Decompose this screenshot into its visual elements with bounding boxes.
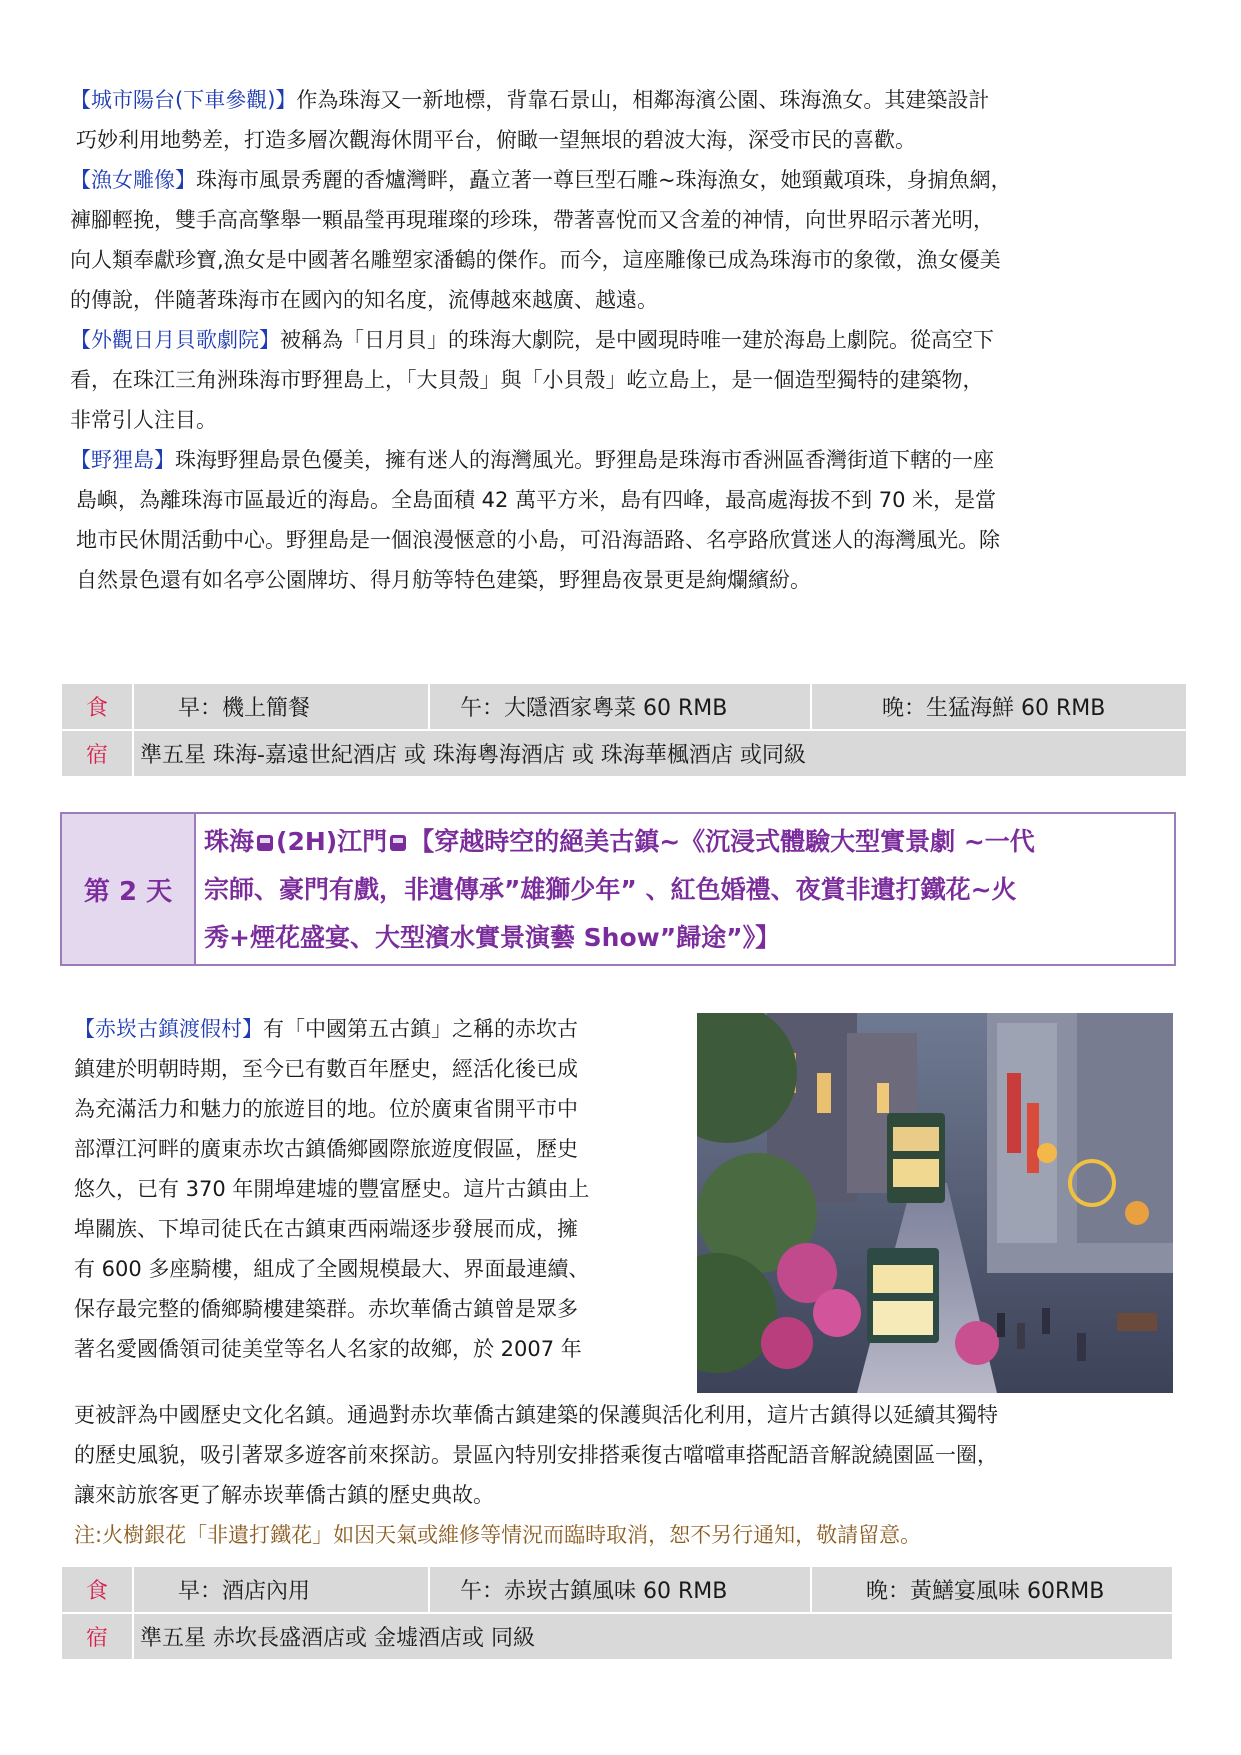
day2-line: 鎮建於明朝時期，至今已有數百年歷史，經活化後已成 [74, 1057, 578, 1081]
day2-line: 更被評為中國歷史文化名鎮。通過對赤坎華僑古鎮建築的保護與活化利用，這片古鎮得以延續其獨特 [74, 1403, 998, 1427]
lunch-cell: 午：赤崁古鎮風味 60 RMB [430, 1567, 812, 1612]
intro-line: 巧妙利用地勢差，打造多層次觀海休閒平台，俯瞰一望無垠的碧波大海，深受市民的喜歡。 [76, 128, 916, 152]
intro-line: 向人類奉獻珍寶,漁女是中國著名雕塑家潘鶴的傑作。而今，這座雕像已成為珠海市的象徵，漁女優美 [70, 248, 1001, 272]
intro-line: 非常引人注目。 [70, 408, 217, 432]
intro-line: 【漁女雕像】珠海市風景秀麗的香爐灣畔，矗立著一尊巨型石雕~珠海漁女，她頸戴項珠，身掮魚網， [70, 168, 1012, 192]
bus-icon [257, 835, 273, 851]
day2-line: 保存最完整的僑鄉騎樓建築群。赤坎華僑古鎮曾是眾多 [74, 1297, 578, 1321]
dinner-cell: 晚：生猛海鮮 60 RMB [812, 684, 1186, 729]
intro-line: 【野狸島】珠海野狸島景色優美，擁有迷人的海灣風光。野狸島是珠海市香洲區香灣街道下轄的一座 [70, 448, 994, 472]
day-label: 第 2 天 [62, 814, 196, 964]
dinner-cell: 晚：黃鱔宴風味 60RMB [812, 1567, 1172, 1612]
meal-row [62, 1567, 1172, 1612]
food-label: 食 [62, 1567, 134, 1612]
chikan-town-photo [697, 1013, 1173, 1393]
day2-note: 注:火樹銀花「非遺打鐵花」如因天氣或維修等情況而臨時取消，恕不另行通知，敬請留意。 [74, 1523, 922, 1547]
day2-meal-table [62, 1565, 1172, 1661]
stay-label: 宿 [62, 1614, 134, 1659]
intro-line: 島嶼，為離珠海市區最近的海島。全島面積 42 萬平方米，島有四峰，最高處海拔不到 70 米，是當 [76, 488, 997, 512]
intro-line: 地市民休閒活動中心。野狸島是一個浪漫愜意的小島，可沿海語路、名亭路欣賞迷人的海灣風光。除 [76, 528, 1000, 552]
intro-line: 的傳說，伴隨著珠海市在國內的知名度，流傳越來越廣、越遠。 [70, 288, 658, 312]
day2-line: 悠久，已有 370 年開埠建墟的豐富歷史。這片古鎮由上 [74, 1177, 590, 1201]
hotel-cell: 準五星 珠海-嘉遠世紀酒店 或 珠海粵海酒店 或 珠海華楓酒店 或同級 [134, 731, 1186, 776]
hotel-row [62, 731, 1186, 776]
food-label: 食 [62, 684, 134, 729]
day2-line: 埠關族、下埠司徒氏在古鎮東西兩端逐步發展而成，擁 [74, 1217, 578, 1241]
day2-text-full [74, 1395, 1182, 1555]
day1-meal-table [62, 682, 1186, 778]
hotel-row [62, 1614, 1172, 1659]
day2-text-short [74, 1009, 694, 1369]
day2-line: 部潭江河畔的廣東赤坎古鎮僑鄉國際旅遊度假區，歷史 [74, 1137, 578, 1161]
day2-header [60, 812, 1176, 966]
intro-line: 【城市陽台(下車參觀)】作為珠海又一新地標，背靠石景山，相鄰海濱公園、珠海漁女。其建築設計 [70, 88, 990, 112]
breakfast-cell: 早：酒店內用 [134, 1567, 430, 1612]
meal-row [62, 684, 1186, 729]
breakfast-cell: 早：機上簡餐 [134, 684, 430, 729]
lunch-cell: 午：大隱酒家粵菜 60 RMB [430, 684, 812, 729]
day2-line: 的歷史風貌，吸引著眾多遊客前來探訪。景區內特別安排搭乘復古噹噹車搭配語音解說繞園區一圈， [74, 1443, 998, 1467]
day2-line: 【赤崁古鎮渡假村】有「中國第五古鎮」之稱的赤坎古 [74, 1017, 578, 1041]
day2-line: 著名愛國僑領司徒美堂等名人名家的故鄉，於 2007 年 [74, 1337, 582, 1361]
intro-line: 自然景色還有如名亭公園牌坊、得月舫等特色建築，野狸島夜景更是絢爛繽紛。 [76, 568, 811, 592]
bus-icon [390, 835, 406, 851]
intro-line: 【外觀日月貝歌劇院】被稱為「日月貝」的珠海大劇院，是中國現時唯一建於海島上劇院。從高空下 [70, 328, 994, 352]
day2-line: 讓來訪旅客更了解赤崁華僑古鎮的歷史典故。 [74, 1483, 494, 1507]
stay-label: 宿 [62, 731, 134, 776]
intro-line: 看，在珠江三角洲珠海市野狸島上，「大貝殼」與「小貝殼」屹立島上，是一個造型獨特的建築物， [70, 368, 984, 392]
intro-line: 褲腳輕挽，雙手高高擎舉一顆晶瑩再現璀璨的珍珠，帶著喜悅而又含羞的神情，向世界昭示著光明， [70, 208, 994, 232]
hotel-cell: 準五星 赤坎長盛酒店或 金墟酒店或 同級 [134, 1614, 1172, 1659]
day2-line: 有 600 多座騎樓，組成了全國規模最大、界面最連續、 [74, 1257, 590, 1281]
day2-line: 為充滿活力和魅力的旅遊目的地。位於廣東省開平市中 [74, 1097, 578, 1121]
intro-section [70, 80, 1178, 600]
day-title: 珠海 (2H)江門 【穿越時空的絕美古鎮~《沉浸式體驗大型實景劇 ~一代 宗師、豪門有戲，非遺傳承”雄獅少年” 、紅色婚禮、夜賞非遺打鐵花~火 秀+煙花盛宴、大型濱水實景演藝 Show”歸途”》】 [204, 827, 1035, 952]
